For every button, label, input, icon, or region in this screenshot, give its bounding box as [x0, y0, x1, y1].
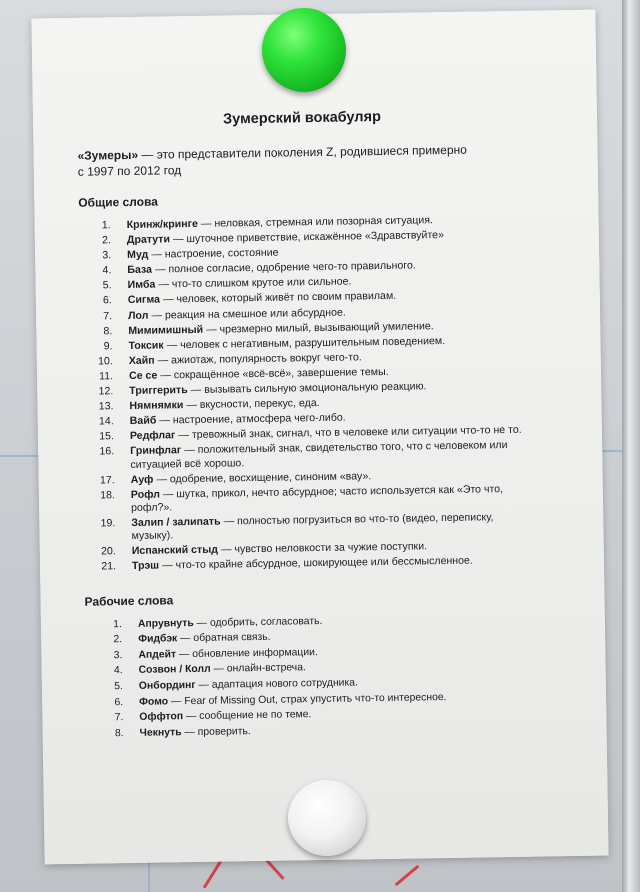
item-number: 2.	[101, 234, 111, 247]
item-term: Токсик	[128, 339, 164, 352]
item-term: Ауф	[130, 473, 154, 486]
intro-text: — это представители поколения Z, родившиеся примерно с 1997 по 2012 год	[77, 142, 467, 179]
item-number: 8.	[114, 727, 124, 740]
item-number: 8.	[103, 324, 113, 338]
item-definition: — онлайн-встреча.	[210, 662, 306, 676]
green-magnet	[262, 8, 346, 92]
item-term: Трэш	[131, 560, 160, 573]
item-number: 3.	[102, 249, 112, 262]
item-term: Апрувнуть	[137, 617, 194, 630]
vocabulary-sheet	[31, 10, 608, 865]
item-definition: — шуточное приветствие, искажённое «Здравствуйте»	[169, 229, 445, 246]
item-number: 20.	[100, 545, 116, 558]
intro-paragraph	[77, 142, 467, 180]
item-number: 11.	[98, 370, 114, 383]
item-definition: — обновление информации.	[175, 646, 318, 661]
item-number: 7.	[114, 712, 124, 724]
item-definition: — человек, который живёт по своим правилам.	[159, 290, 397, 306]
item-term: Мимимишный	[128, 323, 204, 337]
item-definition: — проверить.	[181, 725, 251, 739]
item-definition: — полное согласие, одобрение чего-то правильного.	[151, 259, 416, 276]
item-term: Фидбэк	[138, 633, 178, 646]
item-term: Рофл	[130, 488, 160, 501]
item-number: 16.	[99, 445, 115, 458]
item-definition: — чрезмерно милый, вызывающий умиление.	[203, 319, 434, 336]
item-text	[131, 483, 527, 516]
item-number: 4.	[113, 665, 123, 677]
item-term: Залип / залипать	[131, 515, 221, 530]
item-term: Испанский стыд	[131, 544, 219, 558]
item-definition: — шутка, прикол, нечто абсурдное; часто используется как «Это что, рофл?».	[130, 482, 504, 514]
item-term: Гринфлаг	[130, 444, 182, 458]
item-term: Апдейт	[138, 649, 177, 661]
item-definition: — неловкая, стремная или позорная ситуация.	[197, 214, 434, 230]
item-definition: — настроение, состояние	[148, 246, 279, 261]
item-number: 10.	[97, 355, 113, 368]
item-definition: — вызывать сильную эмоциональную реакцию.	[187, 380, 427, 397]
item-term: Вайб	[129, 414, 157, 428]
sheet-content	[77, 106, 557, 743]
work-words-heading: Рабочие слова	[84, 593, 174, 609]
item-number: 19.	[100, 517, 116, 530]
item-term: Кринж/кринге	[126, 217, 199, 232]
item-number: 1.	[101, 219, 111, 232]
item-definition: — тревожный знак, сигнал, что в человеке или ситуации что-то не то.	[175, 424, 522, 442]
intro-term: «Зумеры»	[77, 147, 139, 163]
item-definition: — сообщение не по теме.	[183, 709, 312, 723]
item-text	[140, 720, 536, 739]
item-term: Хайп	[128, 354, 155, 367]
board-grid-line-left	[0, 455, 40, 457]
common-words-list	[79, 212, 555, 574]
item-number: 1.	[113, 618, 123, 630]
item-term: Чекнуть	[139, 727, 182, 739]
item-term: Се се	[128, 369, 158, 382]
item-definition: — Fear of Missing Out, страх упустить что-то интересное.	[168, 691, 447, 708]
item-definition: — вкусности, перекус, еда.	[183, 397, 320, 412]
item-number: 3.	[113, 650, 123, 662]
item-definition: — настроение, атмосфера чего-либо.	[156, 411, 346, 427]
item-number: 14.	[98, 415, 114, 428]
item-definition: — полностью погрузиться во что-то (видео, переписку, музыку).	[131, 511, 494, 543]
item-term: Триггерить	[129, 384, 188, 398]
item-number: 17.	[99, 473, 115, 487]
item-number: 13.	[98, 400, 114, 413]
item-definition: — положительный знак, свидетельство того, что с человеком или ситуацией всё хорошо.	[130, 439, 508, 471]
item-term: Дратути	[126, 233, 171, 247]
item-number: 5.	[102, 279, 112, 292]
item-number: 9.	[103, 339, 113, 353]
item-number: 6.	[102, 294, 112, 307]
item-term: Оффтоп	[139, 711, 184, 724]
item-term: Нямнямки	[129, 399, 184, 413]
item-definition: — что-то слишком крутое или сильное.	[155, 275, 352, 291]
common-words-heading: Общие слова	[78, 194, 159, 210]
item-definition: — ажиотаж, популярность вокруг чего-то.	[154, 351, 362, 367]
item-definition: — обратная связь.	[177, 632, 271, 645]
page-title: Зумерский вокабуляр	[222, 109, 382, 128]
item-term: Редфлаг	[129, 429, 176, 443]
item-term: Онбординг	[138, 680, 196, 692]
item-number: 2.	[113, 634, 123, 646]
item-number: 6.	[114, 696, 124, 708]
item-term: Лол	[127, 309, 149, 322]
item-term: Созвон / Колл	[138, 664, 211, 677]
white-magnet	[288, 780, 366, 856]
item-number: 4.	[102, 264, 112, 277]
item-number: 21.	[101, 560, 117, 573]
item-term: Фомо	[139, 696, 169, 708]
item-definition: — реакция на смешное или абсурдное.	[148, 306, 346, 322]
item-definition: — что-то крайне абсурдное, шокирующее или бессмысленное.	[159, 555, 473, 573]
item-number: 12.	[98, 385, 114, 398]
item-text	[131, 511, 527, 544]
item-definition: — одобрение, восхищение, синоним «вау».	[153, 469, 372, 486]
item-term: Муд	[127, 248, 149, 262]
item-text	[130, 439, 526, 472]
item-definition: — сокращённое «всё-всё», завершение темы.	[157, 365, 389, 382]
item-definition: — человек с негативным, разрушительным поведением.	[163, 334, 446, 352]
item-definition: — чувство неловкости за чужие поступки.	[217, 540, 428, 557]
item-definition: — адаптация нового сотрудника.	[195, 677, 358, 692]
item-number: 18.	[100, 489, 115, 502]
item-number: 7.	[103, 309, 113, 322]
item-term: Имба	[127, 278, 156, 292]
item-definition: — одобрить, согласовать.	[193, 615, 323, 629]
item-number: 5.	[114, 681, 123, 693]
board-frame-edge	[622, 0, 640, 892]
item-number: 15.	[99, 430, 115, 443]
item-term: Сигма	[127, 293, 161, 307]
work-words-list	[85, 611, 557, 741]
item-term: База	[127, 263, 153, 277]
